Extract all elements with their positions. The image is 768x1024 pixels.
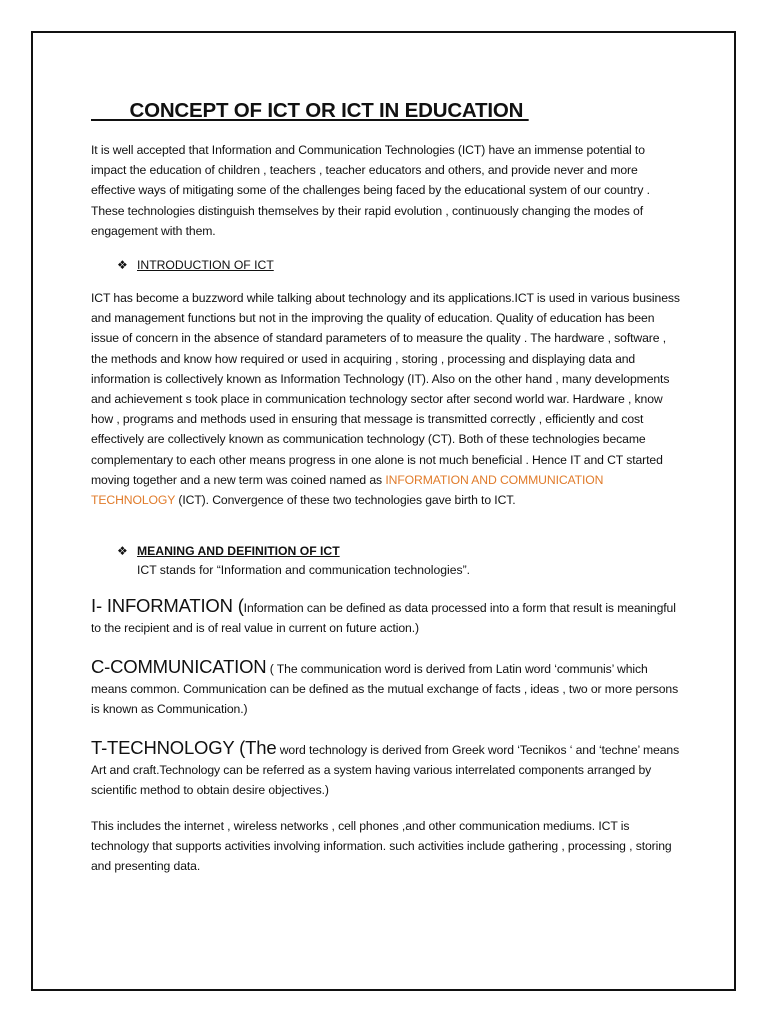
definition-term: T-TECHNOLOGY (The — [91, 737, 277, 758]
definition-text: word technology is derived from Greek word ‘Tecnikos ‘ and ‘techne’ means Art and craft.Technology can be referred as a system having various interrelated components arranged by scientific method to obtain desire objectives.) — [91, 743, 680, 798]
intro-paragraph: It is well accepted that Information and Communication Technologies (ICT) have an immense potential to impact the education of children , teachers , teacher educators and others, and provide never and more effective ways of mitigating some of the challenges being faced by the educational system of our country . These technologies distinguish themselves by their rapid evolution , continuously changing the modes of engagement with them. — [91, 143, 650, 238]
definition-communication — [91, 657, 683, 720]
section-introduction-heading — [117, 257, 274, 273]
diamond-bullet-icon: ❖ — [117, 544, 128, 558]
definition-technology — [91, 738, 683, 801]
highlighted-term: INFORMATION AND COMMUNICATION TECHNOLOGY — [91, 472, 604, 508]
closing-paragraph: This includes the internet , wireless networks , cell phones ,and other communication mediums. ICT is technology that supports activities involving information. such activities include gathering , processing , storing and presenting data. — [91, 819, 672, 874]
ict-definition-line: ICT stands for “Information and communication technologies”. — [137, 563, 471, 577]
definition-information — [91, 596, 683, 638]
section-meaning-heading — [117, 543, 340, 559]
diamond-bullet-icon: ❖ — [117, 258, 128, 272]
definition-text: Information can be defined as data processed into a form that result is meaningful to the recipient and is of real value in current on future action.) — [91, 601, 676, 636]
introduction-text-end: (ICT). Convergence of these two technologies gave birth to ICT. — [175, 493, 516, 508]
section-heading-label: INTRODUCTION OF ICT — [137, 258, 274, 272]
introduction-text: ICT has become a buzzword while talking about technology and its applications.ICT is used in various business and management functions but not in the improving the quality of education. Quality of education has been issue of concern in the absence of standard parameters of to measure the quality . The hardware , software , the methods and know how required or used in acquiring , storing , processing and displaying data and information is collectively known as Information Technology (IT). Also on the other hand , many developments and achievement s took place in communication technology sector after second world war. Hardware , know how , programs and methods used in ensuring that message is transmitted correctly , efficiently and cost effectively are collectively known as communication technology (CT). Both of these technologies became complementary to each other means progress in one alone is not much beneficial . Hence IT and CT started moving together and a new term was coined named as — [91, 291, 680, 487]
definition-text: ( The communication word is derived from Latin word ‘communis’ which means common. Communication can be defined as the mutual exchange of facts , ideas , two or more persons is known as Communication.) — [91, 662, 679, 717]
definition-term: I- INFORMATION ( — [91, 595, 244, 616]
section-heading-label: MEANING AND DEFINITION OF ICT — [137, 544, 340, 558]
definition-term: C-COMMUNICATION — [91, 656, 267, 677]
document-page — [31, 31, 736, 991]
document-title: CONCEPT OF ICT OR ICT IN EDUCATION — [91, 99, 529, 122]
introduction-paragraph — [91, 288, 683, 510]
